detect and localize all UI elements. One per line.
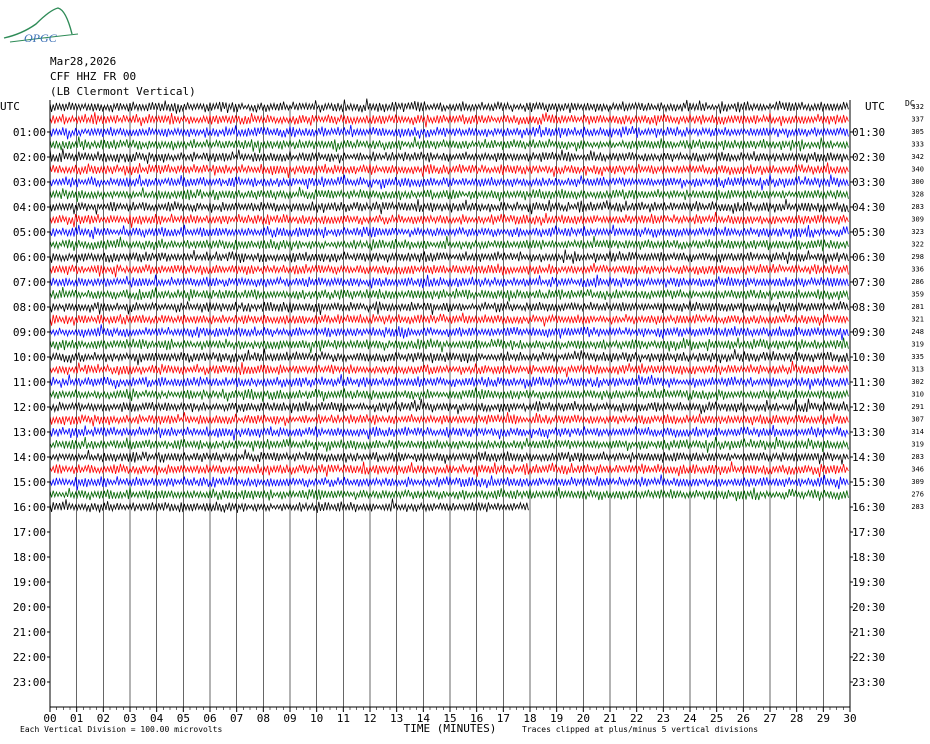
- left-hour-label: 15:00: [12, 476, 46, 489]
- dc-offset-value: 283: [911, 203, 924, 211]
- trace-row: [50, 425, 848, 440]
- trace-row: [50, 163, 848, 178]
- x-tick-label: 28: [790, 712, 804, 725]
- trace-row: [50, 199, 848, 215]
- left-hour-label: 17:00: [12, 526, 46, 539]
- dc-offset-value: 309: [911, 215, 924, 224]
- dc-offset-value: 305: [911, 128, 924, 136]
- x-tick-label: 13: [390, 712, 404, 725]
- trace-row: [50, 374, 848, 390]
- right-hour-label: 18:30: [852, 551, 886, 564]
- dc-offset-value: 319: [911, 340, 924, 349]
- right-hour-label: 08:30: [852, 301, 886, 314]
- dc-offset-value: 323: [911, 228, 924, 236]
- vertical-division-note: Each Vertical Division = 100.00 microvolts: [20, 725, 223, 734]
- dc-offset-value: 340: [911, 165, 924, 174]
- left-hour-label: 06:00: [12, 251, 46, 264]
- dc-offset-value: 333: [911, 140, 924, 149]
- dc-offset-value: 276: [911, 490, 924, 499]
- trace-row: [50, 250, 848, 264]
- right-hour-label: 13:30: [852, 426, 886, 439]
- trace-row: [50, 324, 848, 340]
- left-hour-label: 09:00: [12, 326, 46, 339]
- x-tick-label: 29: [816, 712, 830, 725]
- dc-offset-value: 321: [911, 315, 924, 324]
- x-tick-label: 22: [630, 712, 644, 725]
- left-hour-label: 05:00: [12, 226, 46, 239]
- trace-row: [50, 475, 848, 491]
- x-tick-label: 16: [470, 712, 484, 725]
- trace-row: [50, 263, 848, 277]
- right-hour-label: 10:30: [852, 351, 886, 364]
- left-hour-label: 20:00: [12, 601, 46, 614]
- right-hour-label: 14:30: [852, 451, 886, 464]
- left-hour-label: 21:00: [12, 626, 46, 639]
- x-tick-label: 27: [763, 712, 777, 725]
- left-hour-label: 19:00: [12, 576, 46, 589]
- left-hour-label: 16:00: [12, 501, 46, 514]
- x-tick-label: 02: [96, 712, 110, 725]
- right-hour-label: 22:30: [852, 651, 886, 664]
- trace-row: [50, 450, 848, 465]
- opgc-logo: [2, 4, 82, 50]
- x-axis-title: TIME (MINUTES): [403, 722, 497, 735]
- x-tick-label: 23: [656, 712, 670, 725]
- left-hour-label: 03:00: [12, 176, 46, 189]
- x-tick-label: 07: [230, 712, 244, 725]
- right-hour-label: 06:30: [852, 251, 886, 264]
- right-hour-label: 01:30: [852, 126, 886, 139]
- clipping-note: Traces clipped at plus/minus 5 vertical divisions: [522, 725, 759, 734]
- station-label: CFF HHZ FR 00: [50, 70, 137, 83]
- trace-row: [50, 175, 848, 191]
- right-hour-label: 04:30: [852, 201, 886, 214]
- dc-offset-value: 300: [911, 178, 924, 186]
- dc-offset-value: 302: [911, 378, 924, 386]
- left-hour-label: 13:00: [12, 426, 46, 439]
- left-hour-label: 01:00: [12, 126, 46, 139]
- right-hour-label: 09:30: [852, 326, 886, 339]
- x-tick-label: 08: [256, 712, 270, 725]
- x-tick-label: 17: [496, 712, 510, 725]
- x-tick-label: 24: [683, 712, 697, 725]
- trace-row: [50, 99, 848, 114]
- left-hour-label: 23:00: [12, 676, 46, 689]
- trace-row: [50, 187, 848, 202]
- seismic-traces: [50, 99, 848, 513]
- right-hour-label: 05:30: [852, 226, 886, 239]
- right-hour-label: 19:30: [852, 576, 886, 589]
- trace-row: [50, 487, 848, 501]
- x-tick-label: 19: [550, 712, 564, 725]
- x-tick-label: 25: [710, 712, 724, 725]
- left-hour-label: 11:00: [12, 376, 46, 389]
- dc-offset-value: 342: [911, 153, 924, 161]
- dc-offset-value: 322: [911, 240, 924, 249]
- dc-offset-value: 336: [911, 265, 924, 274]
- dc-offset-value: 291: [911, 403, 924, 411]
- x-tick-label: 10: [310, 712, 324, 725]
- right-utc-title: UTC: [865, 100, 885, 113]
- x-tick-label: 03: [123, 712, 137, 725]
- trace-row: [50, 225, 848, 239]
- x-tick-label: 21: [603, 712, 617, 725]
- x-tick-label: 18: [523, 712, 537, 725]
- date-label: Mar28,2026: [50, 55, 117, 68]
- dc-offset-value: 314: [911, 428, 924, 436]
- left-hour-label: 04:00: [12, 201, 46, 214]
- trace-row: [50, 301, 848, 315]
- trace-row: [50, 112, 848, 127]
- logo-text: OPGC: [24, 31, 57, 45]
- x-tick-label: 15: [443, 712, 457, 725]
- right-hour-label: 11:30: [852, 376, 886, 389]
- x-tick-label: 04: [150, 712, 164, 725]
- trace-row: [50, 125, 848, 139]
- trace-row: [50, 412, 848, 426]
- left-hour-label: 10:00: [12, 351, 46, 364]
- dc-column-title: DC: [905, 99, 915, 108]
- trace-row: [50, 137, 848, 153]
- trace-row: [50, 149, 848, 164]
- right-hour-label: 07:30: [852, 276, 886, 289]
- right-hour-label: 02:30: [852, 151, 886, 164]
- dc-offset-value: 328: [911, 190, 924, 199]
- x-tick-label: 01: [70, 712, 84, 725]
- location-label: (LB Clermont Vertical): [50, 85, 196, 98]
- dc-offset-value: 332: [911, 103, 924, 111]
- dc-offset-value: 319: [911, 440, 924, 449]
- dc-offset-value: 286: [911, 278, 924, 286]
- x-tick-label: 09: [283, 712, 297, 725]
- dc-offset-value: 248: [911, 328, 924, 336]
- x-tick-label: 11: [336, 712, 350, 725]
- x-tick-label: 00: [43, 712, 57, 725]
- dc-offset-value: 283: [911, 453, 924, 461]
- trace-row: [50, 499, 528, 513]
- left-hour-label: 07:00: [12, 276, 46, 289]
- trace-row: [50, 437, 848, 453]
- left-hour-label: 14:00: [12, 451, 46, 464]
- left-hour-label: 02:00: [12, 151, 46, 164]
- trace-row: [50, 349, 848, 366]
- dc-offset-value: 346: [911, 465, 924, 474]
- x-tick-label: 05: [176, 712, 190, 725]
- right-hour-label: 03:30: [852, 176, 886, 189]
- right-hour-label: 16:30: [852, 501, 886, 514]
- trace-row: [50, 287, 848, 301]
- trace-row: [50, 461, 848, 477]
- logo-mountain-icon: [2, 4, 82, 46]
- left-hour-label: 18:00: [12, 551, 46, 564]
- x-tick-label: 06: [203, 712, 217, 725]
- left-hour-label: 12:00: [12, 401, 46, 414]
- right-hour-label: 12:30: [852, 401, 886, 414]
- dc-offset-value: 359: [911, 290, 924, 299]
- trace-row: [50, 338, 848, 354]
- left-hour-label: 22:00: [12, 651, 46, 664]
- dc-offset-value: 283: [911, 503, 924, 511]
- dc-offset-value: 335: [911, 353, 924, 361]
- right-hour-label: 23:30: [852, 676, 886, 689]
- trace-row: [50, 387, 848, 402]
- trace-row: [50, 399, 848, 415]
- right-hour-label: 20:30: [852, 601, 886, 614]
- dc-offset-value: 281: [911, 303, 924, 311]
- trace-row: [50, 236, 848, 251]
- left-hour-label: 08:00: [12, 301, 46, 314]
- trace-row: [50, 313, 848, 327]
- right-hour-label: 15:30: [852, 476, 886, 489]
- x-tick-label: 26: [736, 712, 750, 725]
- dc-offset-value: 310: [911, 390, 924, 399]
- right-hour-label: 21:30: [852, 626, 886, 639]
- trace-row: [50, 212, 848, 228]
- trace-row: [50, 361, 848, 377]
- dc-offset-value: 298: [911, 253, 924, 261]
- dc-offset-value: 309: [911, 478, 924, 486]
- dc-offset-value: 337: [911, 115, 924, 124]
- trace-row: [50, 275, 848, 289]
- x-tick-label: 20: [576, 712, 590, 725]
- right-hour-label: 17:30: [852, 526, 886, 539]
- left-utc-title: UTC: [0, 100, 20, 113]
- x-tick-label: 30: [843, 712, 857, 725]
- x-tick-label: 14: [416, 712, 430, 725]
- x-tick-label: 12: [363, 712, 377, 725]
- dc-offset-value: 313: [911, 365, 924, 374]
- dc-offset-value: 307: [911, 415, 924, 424]
